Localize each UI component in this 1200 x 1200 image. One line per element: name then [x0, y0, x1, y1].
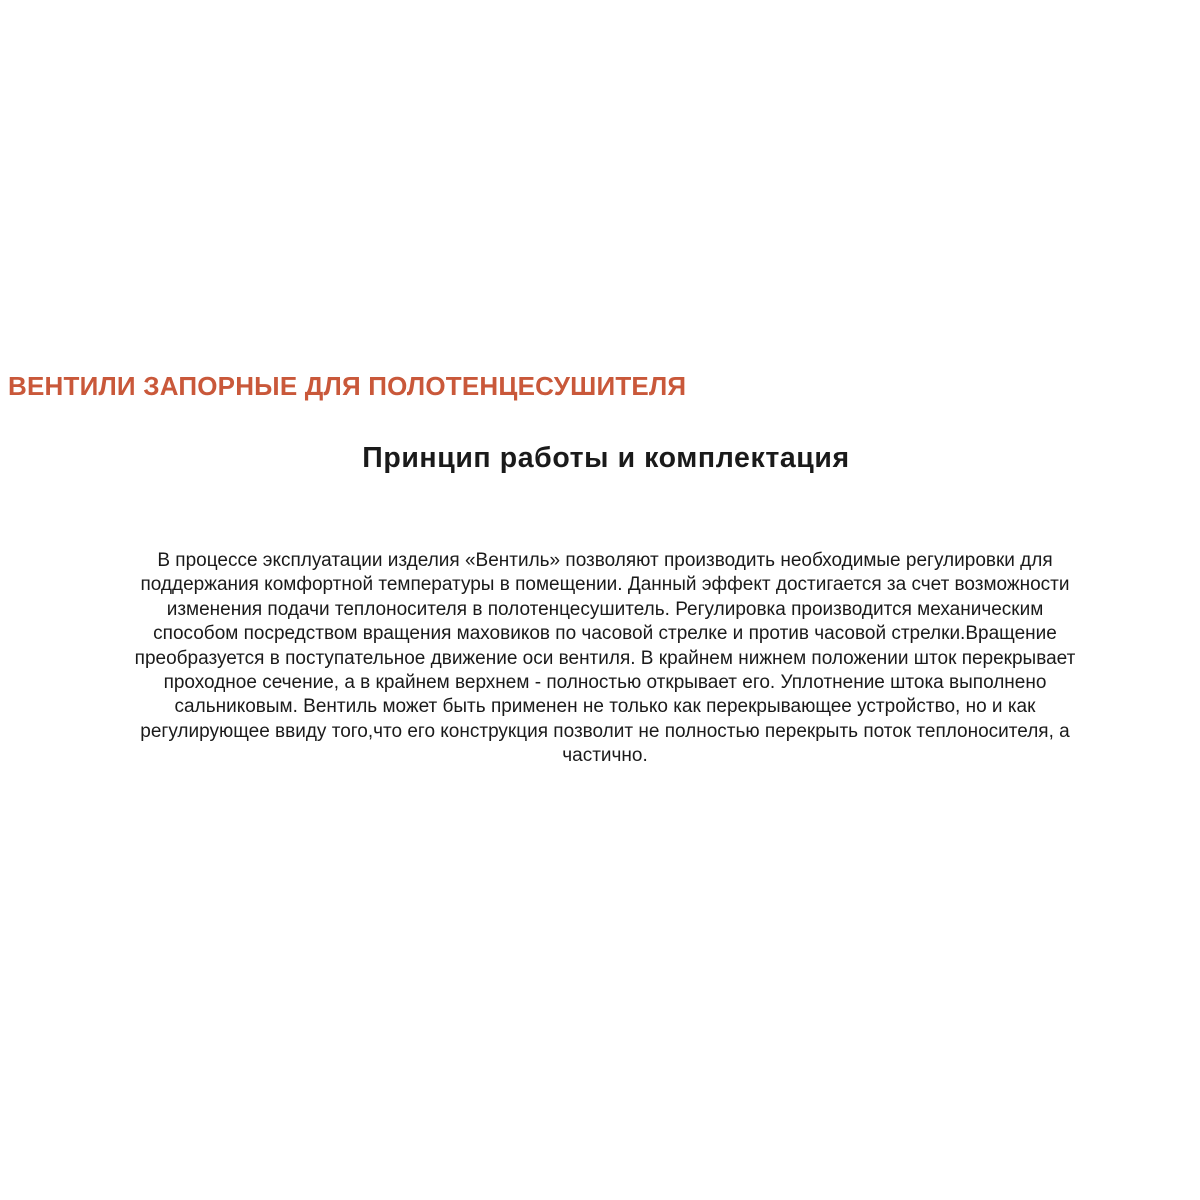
body-line: проходное сечение, а в крайнем верхнем - полностью открывает его. Уплотнение штока выполнено — [163, 672, 1047, 694]
body-line: регулирующее ввиду того,что его конструкция позволит не полностью перекрыть поток теплоносителя, а — [140, 720, 1070, 742]
body-line: частично. — [562, 745, 648, 767]
body-line: сальниковым. Вентиль может быть применен не только как перекрывающее устройство, но и как — [174, 696, 1036, 718]
body-line: поддержания комфортной температуры в помещении. Данный эффект достигается за счет возможности — [140, 574, 1070, 596]
body-paragraph — [50, 549, 1160, 769]
body-line: преобразуется в поступательное движение оси вентиля. В крайнем нижнем положении шток перекрывает — [134, 647, 1076, 669]
document-header: ВЕНТИЛИ ЗАПОРНЫЕ ДЛЯ ПОЛОТЕНЦЕСУШИТЕЛЯ — [8, 371, 687, 401]
body-line: способом посредством вращения маховиков по часовой стрелке и против часовой стрелки.Вращение — [153, 623, 1057, 645]
section-title: Принцип работы и комплектация — [362, 442, 850, 474]
body-line: В процессе эксплуатации изделия «Вентиль» позволяют производить необходимые регулировки для — [157, 550, 1053, 571]
body-line: изменения подачи теплоносителя в полотенцесушитель. Регулировка производится механическим — [166, 598, 1044, 620]
